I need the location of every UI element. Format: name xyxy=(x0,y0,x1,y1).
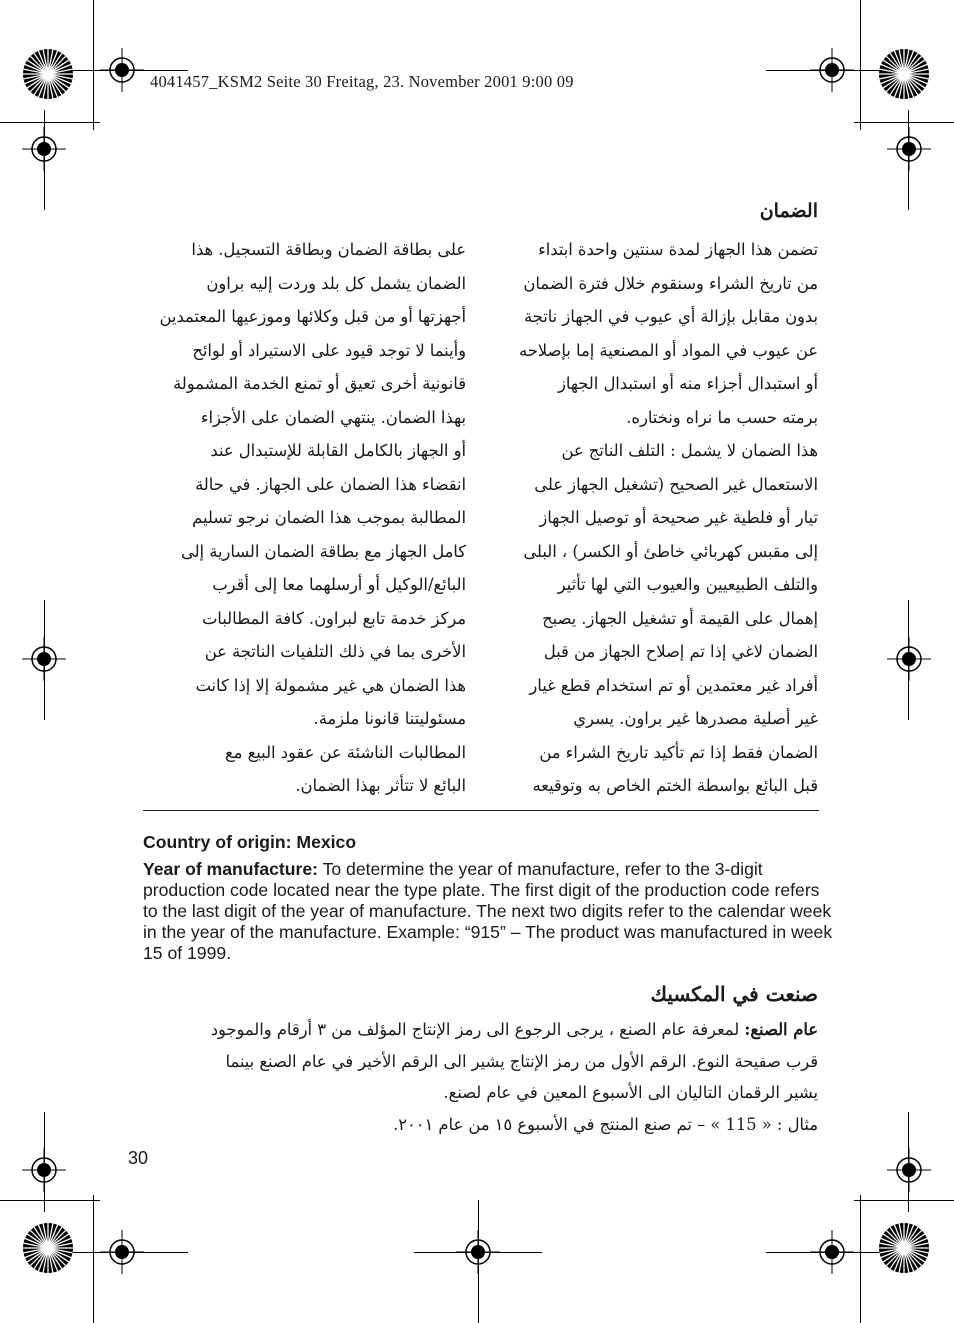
text-line: أجهزتها أو من قبل وكلائها وموزعيها المعتمدين xyxy=(159,307,466,326)
print-slug: 4041457_KSM2 Seite 30 Freitag, 23. November 2001 9:00 09 xyxy=(150,72,574,91)
crop-mark xyxy=(860,0,861,130)
country-of-origin: Country of origin: Mexico xyxy=(143,832,357,852)
text-line: عن عيوب في المواد أو المصنعية إما بإصلاحه xyxy=(519,340,818,360)
text-line: إهمال على القيمة أو تشغيل الجهاز. يصبح xyxy=(542,608,818,628)
text-line: قرب صفيحة النوع. الرقم الأول من رمز الإنتاج يشير الى الرقم الأخير في عام الصنع بينما xyxy=(225,1051,818,1071)
crop-mark xyxy=(93,1195,94,1323)
crop-mark xyxy=(854,1200,954,1201)
registration-mark-icon xyxy=(20,635,68,683)
text-line: مثال : « 115 » – تم صنع المنتج في الأسبوع ١٥ من عام ٢٠٠١. xyxy=(393,1114,818,1134)
text-line: الأخرى بما في ذلك التلفيات الناتجة عن xyxy=(204,642,466,661)
starburst-target-icon xyxy=(878,1222,930,1274)
text-line: المطالبة بموجب هذا الضمان نرجو تسليم xyxy=(192,508,466,527)
text-line: وأينما لا توجد قيود على الاستيراد أو لوائح xyxy=(192,340,466,360)
text-line: مسئوليتنا قانونا ملزمة. xyxy=(313,709,466,728)
text-line: على بطاقة الضمان وبطاقة التسجيل. هذا xyxy=(191,240,466,259)
registration-mark-icon xyxy=(885,1146,933,1194)
text-line: بهذا الضمان. ينتهي الضمان على الأجزاء xyxy=(200,407,466,427)
text-line: تيار أو فلطية غير صحيحة أو توصيل الجهاز xyxy=(539,508,818,527)
section-divider xyxy=(143,810,819,811)
registration-mark-icon xyxy=(20,1146,68,1194)
text-line: الاستعمال غير الصحيح (تشغيل الجهاز على xyxy=(534,474,818,494)
starburst-target-icon xyxy=(22,1222,74,1274)
text-line: بدون مقابل بإزالة أي عيوب في الجهاز ناتجة xyxy=(523,307,818,326)
text-line: إلى مقبس كهربائي خاطئ أو الكسر) ، البلى xyxy=(523,541,818,561)
text-line: الضمان لاغي إذا تم إصلاح الجهاز من قبل xyxy=(543,642,818,661)
year-of-manufacture-text: To determine the year of manufacture, refer to the 3-digit production code located near the type plate. The first digit of the production code refers to the last digit of the year of manufacture. The next two digits refer to the calendar week in the year of the manufacture. Example: “915” – The product was manufactured in week 15 of 1999. xyxy=(143,859,833,963)
origin-title-ar: صنعت في المكسيك xyxy=(650,982,818,1006)
crop-mark xyxy=(0,122,100,123)
text-line: هذا الضمان هي غير مشمولة إلا إذا كانت xyxy=(195,675,466,695)
crop-mark xyxy=(0,1200,100,1201)
text-line: هذا الضمان لا يشمل : التلف الناتج عن xyxy=(561,441,818,460)
crop-mark xyxy=(68,70,188,71)
crop-mark xyxy=(68,1252,188,1253)
crop-mark xyxy=(854,122,954,123)
page-number: 30 xyxy=(128,1148,149,1168)
crop-mark xyxy=(414,1252,542,1253)
text-line: أفراد غير معتمدين أو تم استخدام قطع غيار xyxy=(529,675,818,695)
text-line: الضمان فقط إذا تم تأكيد تاريخ الشراء من xyxy=(539,742,818,762)
year-label-ar: عام الصنع: xyxy=(744,1020,818,1039)
year-of-manufacture-paragraph xyxy=(143,859,833,964)
starburst-target-icon xyxy=(878,48,930,100)
text-line: تضمن هذا الجهاز لمدة سنتين واحدة ابتداء xyxy=(538,240,818,259)
text-line: مركز خدمة تابع لبراون. كافة المطالبات xyxy=(201,608,466,628)
text-line: برمته حسب ما نراه ونختاره. xyxy=(626,407,818,427)
registration-mark-icon xyxy=(885,635,933,683)
crop-mark xyxy=(766,1252,890,1253)
text-line: من تاريخ الشراء وسنقوم خلال فترة الضمان xyxy=(523,273,818,293)
text-line: قانونية أخرى تعيق أو تمنع الخدمة المشمولة xyxy=(173,374,466,393)
registration-mark-icon xyxy=(20,125,68,173)
text-line: البائع لا تتأثر بهذا الضمان. xyxy=(295,776,466,795)
text-line: عام الصنع: لمعرفة عام الصنع ، يرجى الرجوع الى رمز الإنتاج المؤلف من ٣ أرقام والموجود xyxy=(210,1020,818,1039)
text-line: كامل الجهاز مع بطاقة الضمان السارية إلى xyxy=(181,541,466,561)
text-line: يشير الرقمان التاليان الى الأسبوع المعين في عام لصنع. xyxy=(443,1083,818,1102)
starburst-target-icon xyxy=(22,48,74,100)
warranty-column-left xyxy=(126,233,466,803)
text-line: غير أصلية مصدرها غير براون. يسري xyxy=(573,709,818,728)
text-line: المطالبات الناشئة عن عقود البيع مع xyxy=(225,742,466,762)
year-of-manufacture-label: Year of manufacture: xyxy=(143,859,319,879)
text-line: والتلف الطبيعيين والعيوب التي لها تأثير xyxy=(557,575,818,594)
text-line: أو الجهاز بالكامل القابلة للإستبدال عند xyxy=(210,441,466,460)
crop-mark xyxy=(860,1195,861,1323)
text-line: أو استبدال أجزاء منه أو استبدال الجهاز xyxy=(557,374,818,393)
warranty-title: الضمان xyxy=(759,200,818,222)
registration-mark-icon xyxy=(885,125,933,173)
text-line: البائع/الوكيل أو أرسلهما معا إلى أقرب xyxy=(212,575,466,594)
crop-mark xyxy=(766,70,890,71)
text-line: قبل البائع بواسطة الختم الخاص به وتوقيعه xyxy=(532,776,818,795)
crop-mark xyxy=(93,0,94,130)
text-line: الضمان يشمل كل بلد وردت إليه براون xyxy=(206,273,466,293)
text-line: انقضاء هذا الضمان على الجهاز. في حالة xyxy=(195,474,466,494)
origin-paragraph-ar xyxy=(128,1014,818,1140)
warranty-column-right xyxy=(478,233,818,803)
